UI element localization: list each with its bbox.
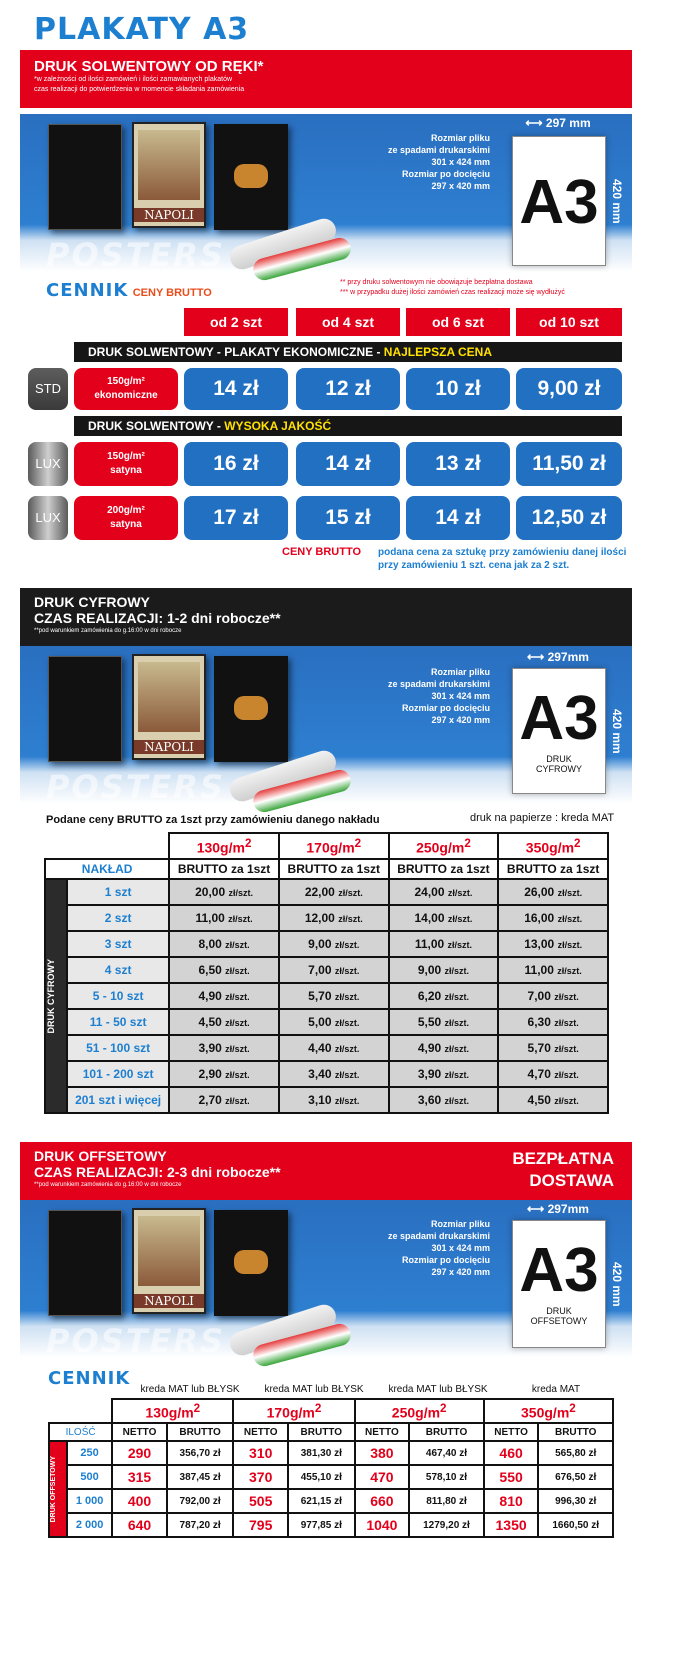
brutto-cell: 381,30 zł bbox=[288, 1441, 355, 1465]
table-caption: Podane ceny BRUTTO za 1szt przy zamówieniu danego nakładu bbox=[46, 814, 380, 826]
price-lux200-4: 15 zł bbox=[296, 496, 400, 540]
netto-cell: 660 bbox=[355, 1489, 410, 1513]
netto-header: NETTO bbox=[355, 1423, 410, 1441]
price-cell: 5,70 zł/szt. bbox=[279, 983, 389, 1009]
width-dimension: ⟷ 297mm bbox=[527, 1202, 589, 1216]
column-label: BRUTTO za 1szt bbox=[389, 859, 499, 879]
poster-image-burger bbox=[214, 656, 288, 762]
paper-type: kreda MAT lub BŁYSK bbox=[388, 1384, 488, 1395]
table-row bbox=[45, 957, 608, 983]
price-cell: 3,40 zł/szt. bbox=[279, 1061, 389, 1087]
netto-cell: 310 bbox=[233, 1441, 288, 1465]
weight-header: $130g/m^2$ bbox=[169, 833, 279, 859]
brutto-header: BRUTTO bbox=[167, 1423, 234, 1441]
brutto-cell: 676,50 zł bbox=[538, 1465, 613, 1489]
price-cell: 9,00 zł/szt. bbox=[279, 931, 389, 957]
price-cell: 2,70 zł/szt. bbox=[169, 1087, 279, 1113]
price-cell: 7,00 zł/szt. bbox=[279, 957, 389, 983]
poster-image-music bbox=[48, 1210, 122, 1316]
poster-image-burger bbox=[214, 124, 288, 230]
poster-image-napoli: NAPOLI bbox=[132, 122, 206, 228]
side-label: DRUK CYFROWY bbox=[45, 879, 67, 1113]
price-cell: 26,00 zł/szt. bbox=[498, 879, 608, 905]
qty-header-2: od 2 szt bbox=[184, 308, 288, 336]
brutto-cell: 578,10 zł bbox=[409, 1465, 484, 1489]
price-note: podana cena za sztukę przy zamówieniu danej ilości przy zamówieniu 1 szt. cena jak za 2 szt. bbox=[378, 547, 627, 571]
price-cell: 6,50 zł/szt. bbox=[169, 957, 279, 983]
strip-ekonomiczne: DRUK SOLWENTOWY - PLAKATY EKONOMICZNE - NAJLEPSZA CENA bbox=[74, 342, 622, 362]
price-std-6: 10 zł bbox=[406, 368, 510, 410]
price-cell: 12,00 zł/szt. bbox=[279, 905, 389, 931]
price-cell: 3,90 zł/szt. bbox=[169, 1035, 279, 1061]
section3-banner bbox=[20, 1200, 632, 1358]
brutto-cell: 811,80 zł bbox=[409, 1489, 484, 1513]
qty-cell: 1 000 bbox=[67, 1489, 112, 1513]
qty-header-4: od 4 szt bbox=[296, 308, 400, 336]
ilosc-header: ILOŚĆ bbox=[49, 1423, 112, 1441]
height-dimension: 420 mm bbox=[610, 178, 624, 224]
width-dimension: ⟷ 297mm bbox=[527, 650, 589, 664]
price-cell: 5,70 zł/szt. bbox=[498, 1035, 608, 1061]
material-label: 150g/m² satyna bbox=[74, 442, 178, 486]
price-cell: 11,00 zł/szt. bbox=[498, 957, 608, 983]
posters-watermark: POSTERS bbox=[46, 236, 226, 274]
price-cell: 4,50 zł/szt. bbox=[169, 1009, 279, 1035]
netto-cell: 315 bbox=[112, 1465, 167, 1489]
column-label: BRUTTO za 1szt bbox=[169, 859, 279, 879]
price-std-4: 12 zł bbox=[296, 368, 400, 410]
netto-cell: 380 bbox=[355, 1441, 410, 1465]
price-lux200-6: 14 zł bbox=[406, 496, 510, 540]
strip-wysoka-jakosc: DRUK SOLWENTOWY - WYSOKA JAKOŚĆ bbox=[74, 416, 622, 436]
paper-type: kreda MAT lub BŁYSK bbox=[264, 1384, 364, 1395]
weight-header: $250g/m^2$ bbox=[389, 833, 499, 859]
netto-cell: 1040 bbox=[355, 1513, 410, 1537]
file-size-info: Rozmiar pliku ze spadami drukarskimi 301 x 424 mm Rozmiar po docięciu 297 x 420 mm bbox=[387, 133, 490, 191]
price-cell: 4,90 zł/szt. bbox=[169, 983, 279, 1009]
qty-cell: 11 - 50 szt bbox=[67, 1009, 169, 1035]
badge-lux: LUX bbox=[28, 496, 68, 540]
material-label: 200g/m² satyna bbox=[74, 496, 178, 540]
table-row bbox=[45, 1061, 608, 1087]
netto-cell: 795 bbox=[233, 1513, 288, 1537]
price-cell: 9,00 zł/szt. bbox=[389, 957, 499, 983]
netto-cell: 370 bbox=[233, 1465, 288, 1489]
cennik-heading: CENNIK bbox=[48, 1368, 131, 1389]
netto-cell: 1350 bbox=[484, 1513, 539, 1537]
a3-label: A3 bbox=[519, 168, 599, 237]
weight-header: $350g/m^2$ bbox=[484, 1399, 613, 1423]
column-label: BRUTTO za 1szt bbox=[279, 859, 389, 879]
brutto-cell: 996,30 zł bbox=[538, 1489, 613, 1513]
section1-header bbox=[20, 50, 632, 108]
page-title: PLAKATY A3 bbox=[34, 12, 250, 47]
poster-image-music bbox=[48, 124, 122, 230]
price-std-10: 9,00 zł bbox=[516, 368, 622, 410]
weight-header: $350g/m^2$ bbox=[498, 833, 608, 859]
price-cell: 6,30 zł/szt. bbox=[498, 1009, 608, 1035]
price-cell: 24,00 zł/szt. bbox=[389, 879, 499, 905]
price-cell: 22,00 zł/szt. bbox=[279, 879, 389, 905]
price-lux150-4: 14 zł bbox=[296, 442, 400, 486]
table-row bbox=[49, 1441, 613, 1465]
price-cell: 8,00 zł/szt. bbox=[169, 931, 279, 957]
brutto-cell: 356,70 zł bbox=[167, 1441, 234, 1465]
price-lux150-6: 13 zł bbox=[406, 442, 510, 486]
poster-image-napoli: NAPOLI bbox=[132, 654, 206, 760]
a3-size-box bbox=[512, 136, 606, 266]
brutto-cell: 455,10 zł bbox=[288, 1465, 355, 1489]
poster-image-napoli: NAPOLI bbox=[132, 1208, 206, 1314]
a3-size-box: A3 DRUK OFFSETOWY bbox=[512, 1220, 606, 1348]
price-cell: 4,50 zł/szt. bbox=[498, 1087, 608, 1113]
netto-header: NETTO bbox=[484, 1423, 539, 1441]
price-cell: 11,00 zł/szt. bbox=[169, 905, 279, 931]
paper-note: druk na papierze : kreda MAT bbox=[470, 812, 615, 824]
price-cell: 14,00 zł/szt. bbox=[389, 905, 499, 931]
section1-title: DRUK SOLWENTOWY OD RĘKI* bbox=[34, 58, 264, 75]
solvent-footnotes: ** przy druku solwentowym nie obowiązuje bezpłatna dostawa *** w przypadku dużej ilości zamówień czas realizacji może się wydłużyć bbox=[340, 279, 565, 296]
netto-cell: 505 bbox=[233, 1489, 288, 1513]
weight-header: $170g/m^2$ bbox=[279, 833, 389, 859]
qty-cell: 5 - 10 szt bbox=[67, 983, 169, 1009]
brutto-cell: 787,20 zł bbox=[167, 1513, 234, 1537]
qty-cell: 250 bbox=[67, 1441, 112, 1465]
qty-cell: 4 szt bbox=[67, 957, 169, 983]
section1-note1: *w zależności od ilości zamówień i ilości zamawianych plakatów bbox=[34, 76, 233, 83]
netto-header: NETTO bbox=[112, 1423, 167, 1441]
posters-watermark: POSTERS bbox=[46, 768, 226, 806]
brutto-cell: 621,15 zł bbox=[288, 1489, 355, 1513]
brutto-header: BRUTTO bbox=[288, 1423, 355, 1441]
price-cell: 11,00 zł/szt. bbox=[389, 931, 499, 957]
brutto-cell: 1279,20 zł bbox=[409, 1513, 484, 1537]
price-cell: 20,00 zł/szt. bbox=[169, 879, 279, 905]
file-size-info: Rozmiar pliku ze spadami drukarskimi 301 x 424 mm Rozmiar po docięciu 297 x 420 mm bbox=[387, 667, 490, 725]
a3-size-box: A3 DRUK CYFROWY bbox=[512, 668, 606, 794]
badge-lux: LUX bbox=[28, 442, 68, 486]
netto-cell: 400 bbox=[112, 1489, 167, 1513]
brutto-cell: 565,80 zł bbox=[538, 1441, 613, 1465]
qty-cell: 1 szt bbox=[67, 879, 169, 905]
offset-price-table bbox=[48, 1398, 614, 1538]
section2-banner bbox=[20, 646, 632, 804]
netto-cell: 470 bbox=[355, 1465, 410, 1489]
side-label: DRUK OFFSETOWY bbox=[49, 1441, 67, 1537]
table-row bbox=[49, 1465, 613, 1489]
netto-cell: 460 bbox=[484, 1441, 539, 1465]
brutto-cell: 467,40 zł bbox=[409, 1441, 484, 1465]
table-row bbox=[49, 1489, 613, 1513]
section3-header: DRUK OFFSETOWY CZAS REALIZACJI: 2-3 dni robocze** **pod warunkiem zamówienia do g.16:00 w dni robocze BEZPŁATNA DOSTAWA bbox=[20, 1142, 632, 1200]
price-cell: 4,40 zł/szt. bbox=[279, 1035, 389, 1061]
brutto-cell: 387,45 zł bbox=[167, 1465, 234, 1489]
free-delivery-badge: BEZPŁATNA DOSTAWA bbox=[512, 1149, 614, 1190]
price-cell: 4,70 zł/szt. bbox=[498, 1061, 608, 1087]
posters-watermark: POSTERS bbox=[46, 1322, 226, 1360]
cennik-heading: CENNIK CENY BRUTTO bbox=[46, 280, 212, 301]
table-row bbox=[45, 905, 608, 931]
section1-note2: czas realizacji do potwierdzenia w momencie składania zamówienia bbox=[34, 86, 245, 93]
table-row bbox=[49, 1513, 613, 1537]
brutto-cell: 1660,50 zł bbox=[538, 1513, 613, 1537]
netto-cell: 810 bbox=[484, 1489, 539, 1513]
brutto-header: BRUTTO bbox=[409, 1423, 484, 1441]
netto-header: NETTO bbox=[233, 1423, 288, 1441]
price-cell: 13,00 zł/szt. bbox=[498, 931, 608, 957]
poster-image-burger bbox=[214, 1210, 288, 1316]
price-lux150-10: 11,50 zł bbox=[516, 442, 622, 486]
paper-type: kreda MAT bbox=[531, 1384, 581, 1395]
price-cell: 4,90 zł/szt. bbox=[389, 1035, 499, 1061]
section1-banner bbox=[20, 114, 632, 272]
qty-cell: 500 bbox=[67, 1465, 112, 1489]
width-dimension: ⟷ 297 mm bbox=[525, 116, 591, 130]
price-lux200-2: 17 zł bbox=[184, 496, 288, 540]
brutto-cell: 977,85 zł bbox=[288, 1513, 355, 1537]
netto-cell: 550 bbox=[484, 1465, 539, 1489]
qty-cell: 3 szt bbox=[67, 931, 169, 957]
digital-price-table bbox=[44, 832, 609, 1114]
price-cell: 6,20 zł/szt. bbox=[389, 983, 499, 1009]
paper-type: kreda MAT lub BŁYSK bbox=[140, 1384, 240, 1395]
qty-header-10: od 10 szt bbox=[516, 308, 622, 336]
price-cell: 16,00 zł/szt. bbox=[498, 905, 608, 931]
price-cell: 5,00 zł/szt. bbox=[279, 1009, 389, 1035]
price-cell: 3,60 zł/szt. bbox=[389, 1087, 499, 1113]
price-cell: 5,50 zł/szt. bbox=[389, 1009, 499, 1035]
height-dimension: 420 mm bbox=[610, 708, 624, 754]
qty-cell: 2 szt bbox=[67, 905, 169, 931]
qty-cell: 101 - 200 szt bbox=[67, 1061, 169, 1087]
price-cell: 7,00 zł/szt. bbox=[498, 983, 608, 1009]
brutto-cell: 792,00 zł bbox=[167, 1489, 234, 1513]
qty-cell: 201 szt i więcej bbox=[67, 1087, 169, 1113]
netto-cell: 290 bbox=[112, 1441, 167, 1465]
brutto-header: BRUTTO bbox=[538, 1423, 613, 1441]
badge-std: STD bbox=[28, 368, 68, 410]
table-row bbox=[45, 1009, 608, 1035]
price-lux200-10: 12,50 zł bbox=[516, 496, 622, 540]
price-lux150-2: 16 zł bbox=[184, 442, 288, 486]
file-size-info: Rozmiar pliku ze spadami drukarskimi 301 x 424 mm Rozmiar po docięciu 297 x 420 mm bbox=[387, 1219, 490, 1277]
qty-header-6: od 6 szt bbox=[406, 308, 510, 336]
table-row bbox=[45, 931, 608, 957]
column-label: BRUTTO za 1szt bbox=[498, 859, 608, 879]
height-dimension: 420 mm bbox=[610, 1261, 624, 1307]
price-cell: 3,90 zł/szt. bbox=[389, 1061, 499, 1087]
table-row bbox=[45, 879, 608, 905]
price-cell: 2,90 zł/szt. bbox=[169, 1061, 279, 1087]
table-row bbox=[45, 983, 608, 1009]
qty-cell: 2 000 bbox=[67, 1513, 112, 1537]
material-label: 150g/m² ekonomiczne bbox=[74, 368, 178, 410]
weight-header: $130g/m^2$ bbox=[112, 1399, 233, 1423]
ceny-brutto-label: CENY BRUTTO bbox=[282, 546, 362, 558]
price-cell: 3,10 zł/szt. bbox=[279, 1087, 389, 1113]
table-row bbox=[45, 1035, 608, 1061]
poster-image-music bbox=[48, 656, 122, 762]
price-std-2: 14 zł bbox=[184, 368, 288, 410]
naklad-header: NAKŁAD bbox=[45, 859, 169, 879]
section2-header: DRUK CYFROWY CZAS REALIZACJI: 1-2 dni robocze** **pod warunkiem zamówienia do g.16:00 w dni robocze bbox=[20, 588, 632, 646]
weight-header: $250g/m^2$ bbox=[355, 1399, 484, 1423]
netto-cell: 640 bbox=[112, 1513, 167, 1537]
qty-cell: 51 - 100 szt bbox=[67, 1035, 169, 1061]
weight-header: $170g/m^2$ bbox=[233, 1399, 354, 1423]
table-row bbox=[45, 1087, 608, 1113]
